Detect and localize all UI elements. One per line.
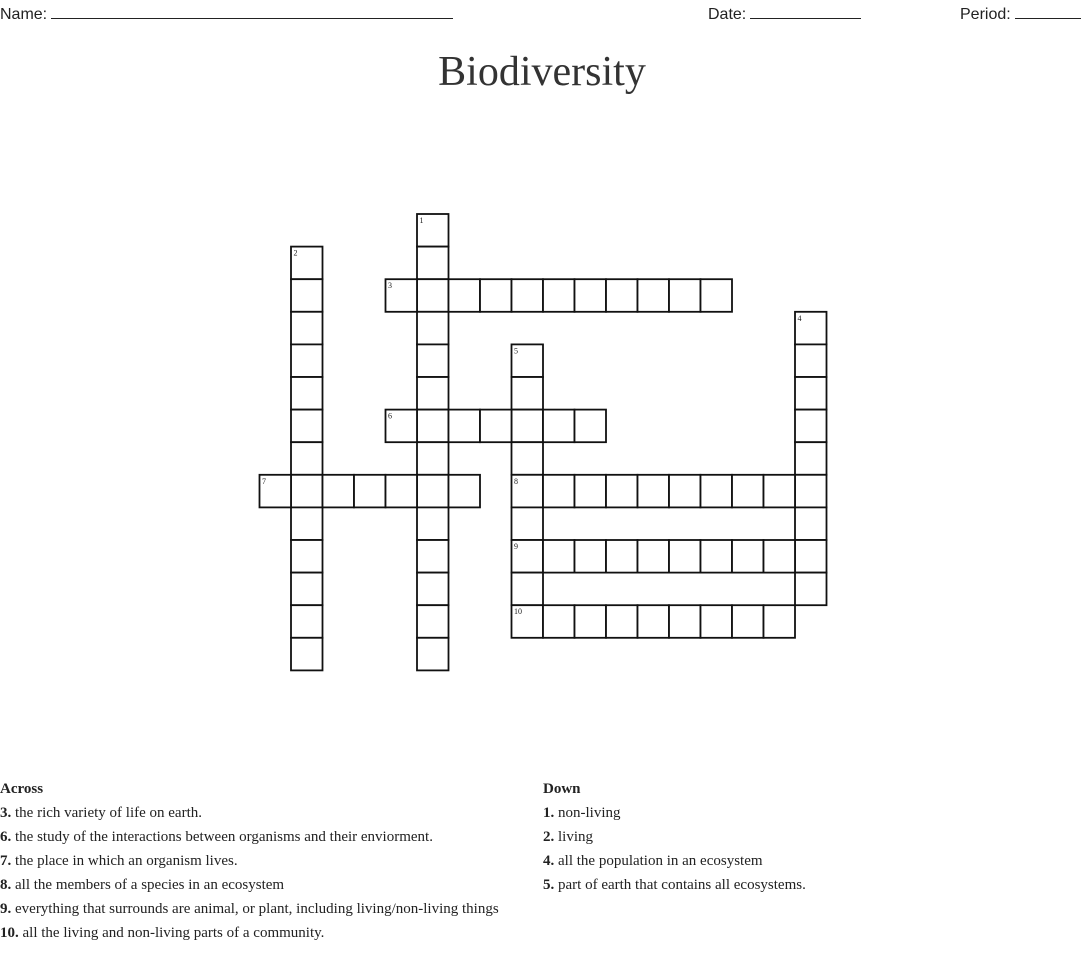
cell-number-2: 2 [293,248,298,258]
across-clue-10 [0,921,530,945]
grid-cell[interactable] [701,605,733,638]
grid-cell[interactable] [417,247,449,280]
grid-cell[interactable] [291,573,323,606]
grid-cell[interactable] [669,540,701,573]
grid-cell[interactable] [795,475,827,508]
cell-number-6: 6 [388,411,392,421]
down-clues [543,777,943,897]
grid-cell[interactable] [512,377,544,410]
down-heading: Down [543,781,581,797]
grid-cell[interactable] [480,410,512,443]
grid-cell[interactable] [701,475,733,508]
grid-cell[interactable] [669,475,701,508]
clue-number: 5. [543,877,555,893]
clue-text: all the members of a species in an ecosystem [11,877,285,893]
grid-cell[interactable] [795,507,827,540]
period-label: Period: [960,6,1011,23]
date-label: Date: [708,6,747,23]
clue-text: the place in which an organism lives. [11,853,238,869]
grid-cell[interactable] [512,507,544,540]
grid-cell[interactable] [795,344,827,377]
grid-cell[interactable] [449,410,481,443]
grid-cell[interactable] [512,410,544,443]
grid-cell[interactable] [575,475,607,508]
grid-cell[interactable] [701,279,733,312]
cell-number-5: 5 [514,346,518,356]
clue-number: 9. [0,901,12,917]
grid-cell[interactable] [543,540,575,573]
cell-number-10: 10 [514,607,522,617]
grid-cell[interactable] [417,312,449,345]
grid-cell[interactable] [386,475,418,508]
grid-cell[interactable] [543,605,575,638]
across-heading: Across [0,781,44,797]
grid-cell[interactable] [606,279,638,312]
grid-cell[interactable] [512,279,544,312]
grid-cell[interactable] [669,279,701,312]
grid-cell[interactable] [449,475,481,508]
across-clue-3 [0,801,530,825]
clue-number: 10. [0,925,19,941]
cell-number-8: 8 [514,476,518,486]
across-clue-8 [0,873,530,897]
grid-cell[interactable] [575,605,607,638]
page-title: Biodiversity [438,49,646,95]
clue-text: all the living and non-living parts of a community. [18,925,325,941]
clue-number: 7. [0,853,12,869]
grid-cell[interactable] [606,605,638,638]
down-clue-2 [543,825,943,849]
grid-cell[interactable] [323,475,355,508]
grid-cell[interactable] [606,475,638,508]
grid-cell[interactable] [575,279,607,312]
grid-cell[interactable] [417,540,449,573]
grid-cell[interactable] [291,442,323,475]
clue-text: non-living [554,805,621,821]
grid-cell[interactable] [291,279,323,312]
down-clue-5 [543,873,943,897]
cell-number-1: 1 [419,216,424,225]
grid-cell[interactable] [417,638,449,671]
clue-number: 2. [543,829,555,845]
grid-cell[interactable] [417,507,449,540]
across-clue-list [0,801,530,945]
clue-number: 6. [0,829,12,845]
clue-text: part of earth that contains all ecosystems. [554,877,806,893]
grid-cell[interactable] [417,344,449,377]
grid-cell[interactable] [638,279,670,312]
grid-cell[interactable] [606,540,638,573]
grid-cell[interactable] [417,377,449,410]
clue-text: all the population in an ecosystem [554,853,763,869]
down-clue-4 [543,849,943,873]
cell-number-7: 7 [262,476,266,486]
grid-cell[interactable] [291,344,323,377]
grid-cell[interactable] [354,475,386,508]
grid-cell[interactable] [417,573,449,606]
grid-cell[interactable] [291,410,323,443]
grid-cell[interactable] [764,605,796,638]
grid-cell[interactable] [480,279,512,312]
grid-cell[interactable] [449,279,481,312]
grid-cell[interactable] [417,475,449,508]
grid-cell[interactable] [512,442,544,475]
grid-cell[interactable] [764,475,796,508]
grid-cell[interactable] [732,540,764,573]
grid-cell[interactable] [417,605,449,638]
grid-cell[interactable] [701,540,733,573]
down-clue-1 [543,801,943,825]
across-clues [0,777,530,945]
grid-cell[interactable] [795,573,827,606]
across-clue-9 [0,897,530,921]
grid-cell[interactable] [291,540,323,573]
grid-cell[interactable] [669,605,701,638]
clue-text: the rich variety of life on earth. [11,805,203,821]
grid-cell[interactable] [543,475,575,508]
grid-cell[interactable] [795,540,827,573]
clue-number: 1. [543,805,555,821]
grid-cell[interactable] [795,377,827,410]
grid-cell[interactable] [575,540,607,573]
grid-cell[interactable] [732,475,764,508]
clue-number: 4. [543,853,555,869]
across-clue-6 [0,825,530,849]
across-clue-7 [0,849,530,873]
grid-cell[interactable] [543,410,575,443]
grid-cell[interactable] [291,638,323,671]
grid-cell[interactable] [795,410,827,443]
grid-cell[interactable] [291,312,323,345]
grid-cell[interactable] [291,507,323,540]
down-clue-list [543,801,943,897]
cell-number-9: 9 [514,542,518,551]
grid-cell[interactable] [638,605,670,638]
grid-cell[interactable] [291,377,323,410]
grid-cell[interactable] [764,540,796,573]
grid-cell[interactable] [417,410,449,443]
name-label: Name: [0,6,48,23]
grid-cell[interactable] [291,475,323,508]
grid-cell[interactable] [795,442,827,475]
grid-cell[interactable] [512,573,544,606]
grid-cell[interactable] [417,442,449,475]
cell-number-4: 4 [797,313,802,323]
grid-cell[interactable] [638,540,670,573]
grid-cell[interactable] [291,605,323,638]
clue-number: 3. [0,805,12,821]
clue-text: living [554,829,594,845]
clue-number: 8. [0,877,12,893]
clue-text: the study of the interactions between organisms and their enviorment. [11,829,433,845]
cell-number-3: 3 [388,281,392,291]
grid-cell[interactable] [575,410,607,443]
grid-cell[interactable] [638,475,670,508]
grid-cell[interactable] [417,279,449,312]
grid-cell[interactable] [543,279,575,312]
grid-cell[interactable] [732,605,764,638]
clue-text: everything that surrounds are animal, or plant, including living/non-living things [11,901,499,917]
